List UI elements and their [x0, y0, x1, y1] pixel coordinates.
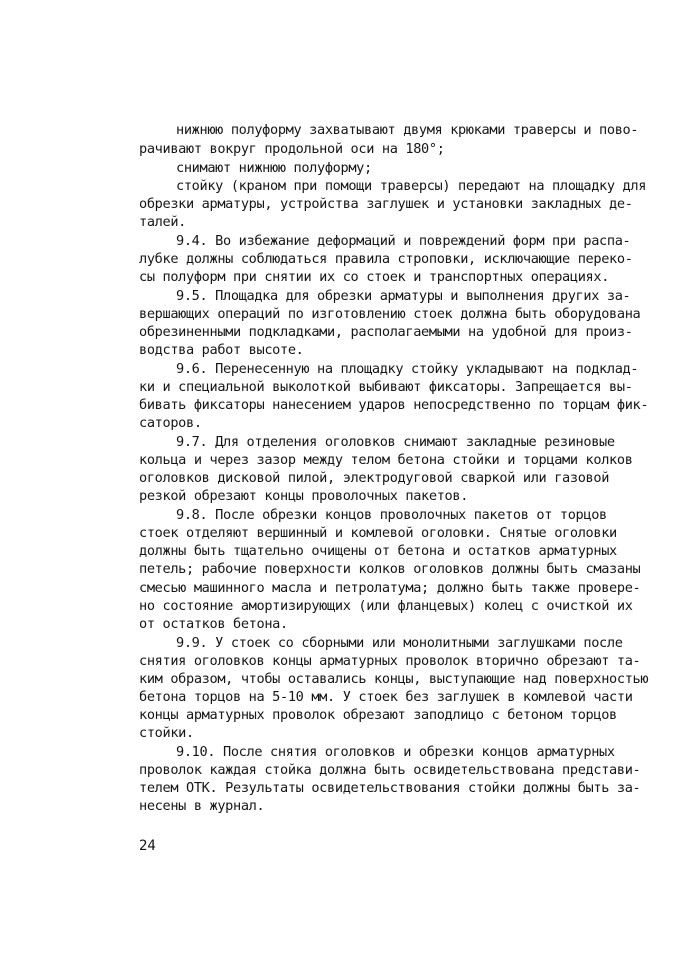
text-line: лубке должны соблюдаться правила строповки, исключающие переко-: [139, 251, 633, 267]
text-line: телем ОТК. Результаты освидетельствования стойки должны быть за-: [139, 780, 641, 796]
text-line: резкой обрезают концы проволочных пакетов.: [139, 488, 469, 504]
text-line: 9.10. После снятия оголовков и обрезки концов арматурных: [176, 744, 615, 760]
text-line: вершающих операций по изготовлению стоек должна быть оборудована: [139, 306, 641, 322]
text-line: но состояние амортизирующих (или фланцевых) колец с очисткой их: [139, 598, 633, 614]
text-line: от остатков бетона.: [139, 616, 288, 632]
text-line: несены в журнал.: [139, 798, 265, 814]
text-line: должны быть тщательно очищены от бетона и остатков арматурных: [139, 543, 617, 559]
text-line: бивать фиксаторы нанесением ударов непосредственно по торцам фик-: [139, 397, 649, 413]
text-line: талей.: [139, 214, 187, 230]
text-line: нижнюю полуформу захватывают двумя крюками траверсы и пово-: [176, 122, 639, 138]
text-line: рачивают вокруг продольной оси на 180°;: [139, 141, 445, 157]
text-line: петель; рабочие поверхности колков оголовков должны быть смазаны: [139, 561, 641, 577]
text-line: ки и специальной выколоткой выбивают фиксаторы. Запрещается вы-: [139, 379, 633, 395]
text-line: стойку (краном при помощи траверсы) передают на площадку для: [176, 178, 647, 194]
text-line: 9.6. Перенесенную на площадку стойку укладывают на подклад-: [176, 361, 639, 377]
text-line: 9.5. Площадка для обрезки арматуры и выполнения других за-: [176, 288, 631, 304]
text-line: 9.9. У стоек со сборными или монолитными заглушками после: [176, 635, 623, 651]
text-line: бетона торцов на 5-10 мм. У стоек без заглушек в комлевой части: [139, 689, 633, 705]
text-line: обрезиненными подкладками, располагаемыми на удобной для произ-: [139, 324, 633, 340]
text-line: сы полуформ при снятии их со стоек и транспортных операциях.: [139, 269, 610, 285]
page-number: 24: [139, 838, 156, 854]
text-line: проволок каждая стойка должна быть освидетельствована представи-: [139, 762, 641, 778]
text-line: водства работ высоте.: [139, 342, 304, 358]
text-line: 9.4. Во избежание деформаций и повреждений форм при распа-: [176, 233, 631, 249]
text-line: снимают нижнюю полуформу;: [176, 160, 372, 176]
text-line: смесью машинного масла и петролатума; должно быть также провере-: [139, 580, 641, 596]
text-line: стоек отделяют вершинный и комлевой оголовки. Снятые оголовки: [139, 525, 617, 541]
text-line: ким образом, чтобы оставались концы, выступающие над поверхностью: [139, 671, 649, 687]
text-line: 9.7. Для отделения оголовков снимают закладные резиновые: [176, 434, 615, 450]
text-line: кольца и через зазор между телом бетона стойки и торцами колков: [139, 452, 633, 468]
text-line: концы арматурных проволок обрезают заподлицо с бетоном торцов: [139, 707, 617, 723]
text-line: оголовков дисковой пилой, электродуговой сваркой или газовой: [139, 470, 610, 486]
text-line: снятия оголовков концы арматурных проволок вторично обрезают та-: [139, 653, 641, 669]
text-line: саторов.: [139, 415, 202, 431]
text-line: обрезки арматуры, устройства заглушек и установки закладных де-: [139, 196, 633, 212]
text-line: 9.8. После обрезки концов проволочных пакетов от торцов: [176, 507, 607, 523]
text-line: стойки.: [139, 725, 194, 741]
